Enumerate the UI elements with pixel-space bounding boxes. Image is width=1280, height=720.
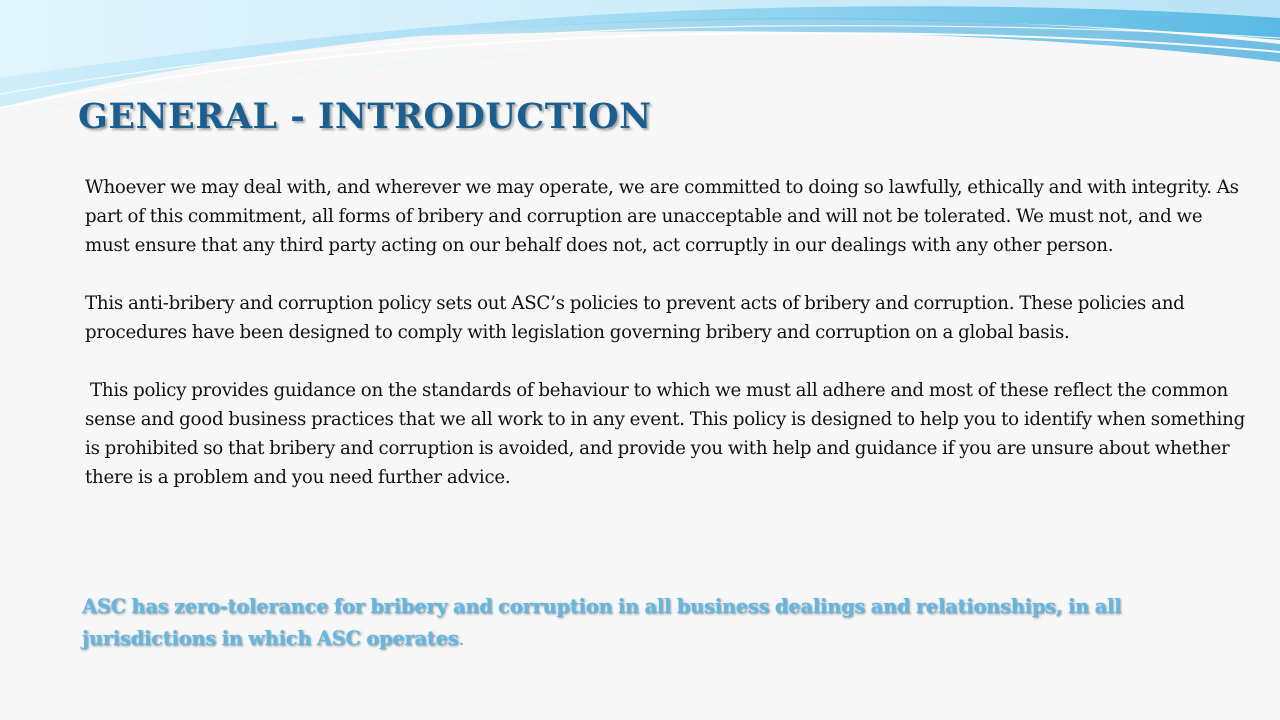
intro-paragraph: Whoever we may deal with, and wherever we may operate, we are committed to doing so lawfully, ethically and with integrity. As part of this commitment, all forms of bribery and corruption are unacceptable and will not be tolerated. We must not, and we must ensure that any third party acting on our behalf does not, act corruptly in our dealings with any other person.: [85, 177, 1239, 256]
slide-title: GENERAL - INTRODUCTION: [78, 96, 652, 137]
callout-text: ASC has zero-tolerance for bribery and corruption in all business dealings and relationships, in all jurisdictions in which ASC operates: [82, 595, 1122, 650]
callout-period: .: [458, 627, 465, 650]
zero-tolerance-statement: [82, 591, 1252, 655]
body-text: [85, 173, 1251, 492]
guidance-paragraph: This policy provides guidance on the standards of behaviour to which we must all adhere and most of these reflect the common sense and good business practices that we all work to in any event. This policy is designed to help you to identify when something is prohibited so that bribery and corruption is avoided, and provide you with help and guidance if you are unsure about whether there is a problem and you need further advice.: [85, 380, 1251, 488]
policy-paragraph: This anti-bribery and corruption policy sets out ASC’s policies to prevent acts of bribery and corruption. These policies and procedures have been designed to comply with legislation governing bribery and corruption on a global basis.: [85, 293, 1185, 343]
